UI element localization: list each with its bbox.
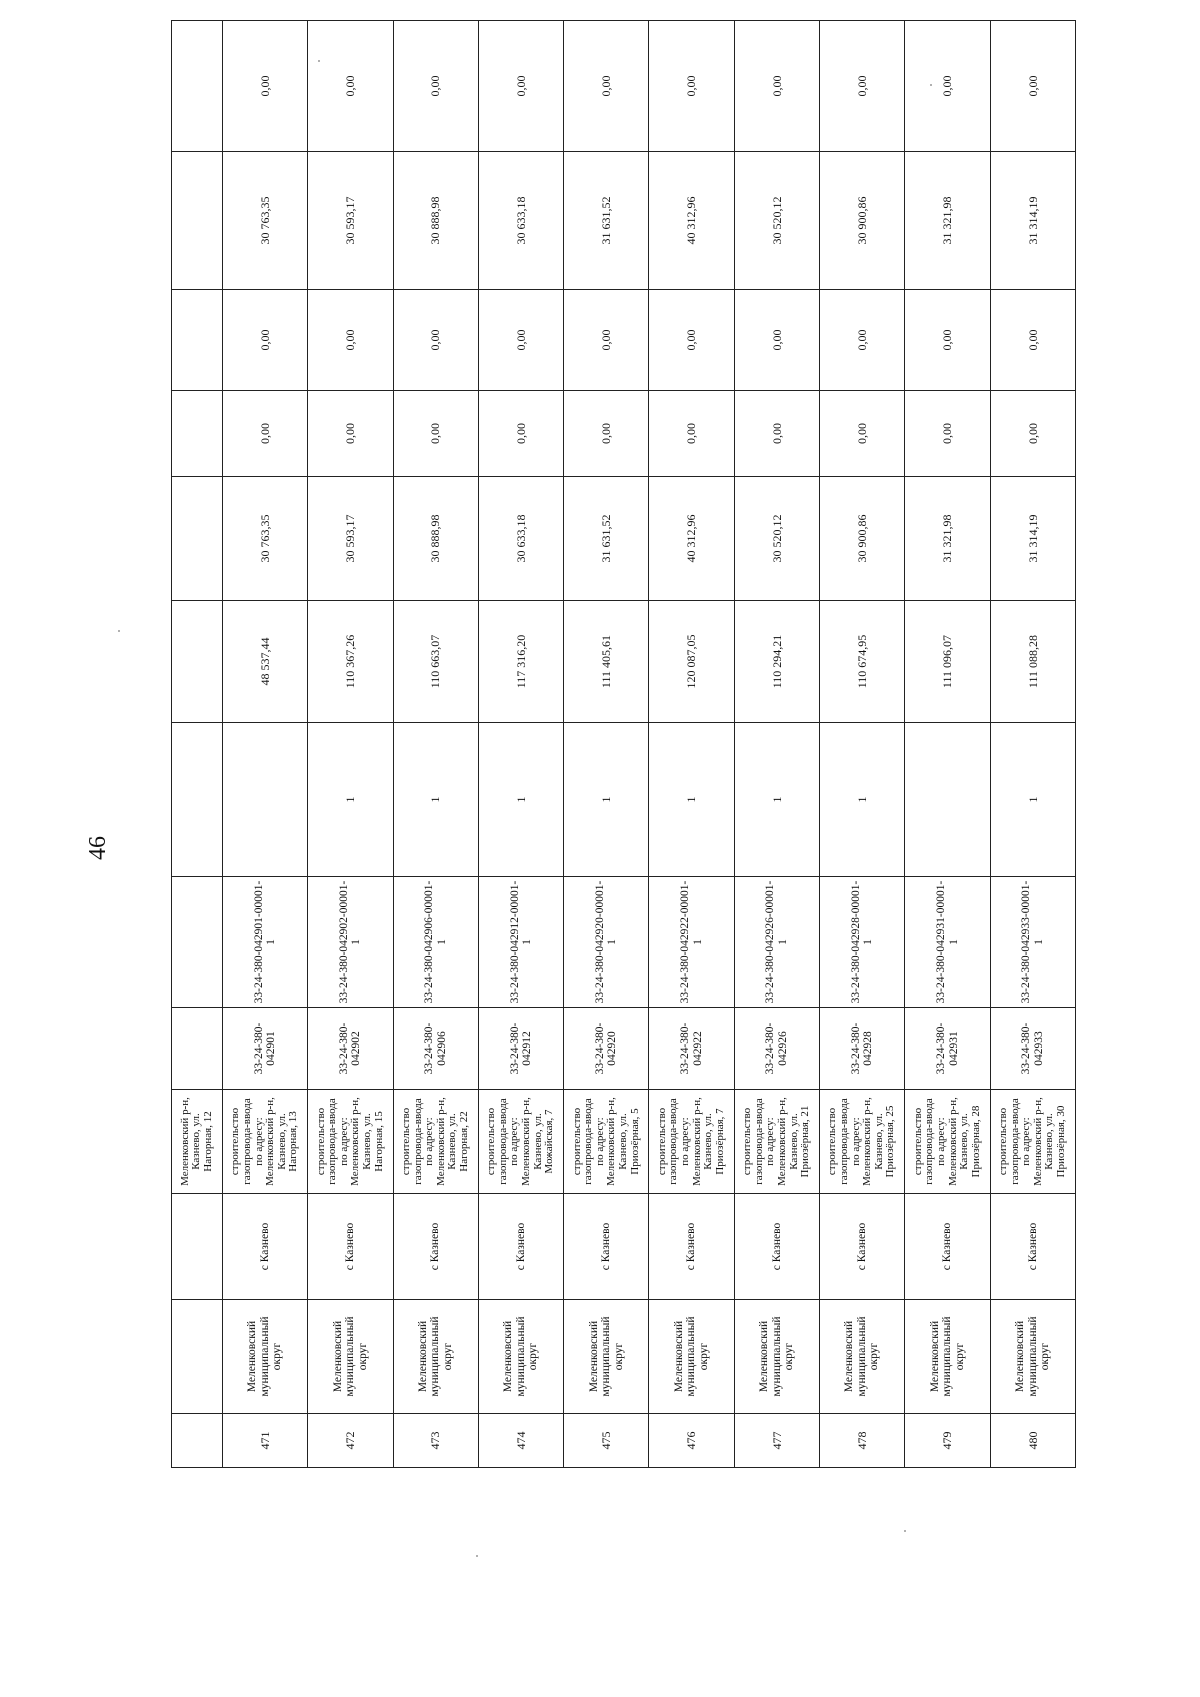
- cell-description: строительство газопровода-ввода по адресу: Меленковский р-н, Казнево, ул. Нагорная, 13: [223, 1090, 308, 1194]
- cell-row-number: 475: [564, 1414, 649, 1468]
- cell-amount-2: 31 314,19: [990, 477, 1075, 601]
- cell-locality: с Казнево: [393, 1194, 478, 1300]
- cell-object-full-code: 33-24-380-042902-00001-1: [308, 877, 393, 1008]
- cell-district: Меленковский муниципальный округ: [905, 1300, 990, 1414]
- cell-amount-2: 31 321,98: [905, 477, 990, 601]
- cell-empty: [172, 1008, 223, 1090]
- cell-amount-6: 0,00: [308, 21, 393, 152]
- cell-empty: [172, 723, 223, 877]
- cell-locality: с Казнево: [478, 1194, 563, 1300]
- table-row: [393, 21, 478, 1468]
- cell-amount-5: 31 631,52: [564, 152, 649, 290]
- cell-district: Меленковский муниципальный округ: [820, 1300, 905, 1414]
- cell-object-code: 33-24-380-042901: [223, 1008, 308, 1090]
- cell-amount-3: 0,00: [905, 391, 990, 477]
- cell-amount-3: 0,00: [478, 391, 563, 477]
- cell-amount-2: 40 312,96: [649, 477, 734, 601]
- cell-object-full-code: 33-24-380-042933-00001-1: [990, 877, 1075, 1008]
- cell-amount-5: 30 763,35: [223, 152, 308, 290]
- cell-empty: [172, 477, 223, 601]
- cell-district: Меленковский муниципальный округ: [223, 1300, 308, 1414]
- table-row: [734, 21, 819, 1468]
- cell-amount-3: 0,00: [649, 391, 734, 477]
- cell-amount-3: 0,00: [223, 391, 308, 477]
- cell-amount-6: 0,00: [734, 21, 819, 152]
- cell-object-full-code: 33-24-380-042901-00001-1: [223, 877, 308, 1008]
- cell-amount-5: 30 888,98: [393, 152, 478, 290]
- cell-object-code: 33-24-380-042926: [734, 1008, 819, 1090]
- cell-description: строительство газопровода-ввода по адресу: Меленковский р-н, Казнево, ул. Нагорная, 22: [393, 1090, 478, 1194]
- cell-amount-4: 0,00: [393, 290, 478, 391]
- cell-amount-1: 110 367,26: [308, 601, 393, 723]
- cell-amount-2: 30 900,86: [820, 477, 905, 601]
- cell-amount-2: 31 631,52: [564, 477, 649, 601]
- cell-object-code: 33-24-380-042906: [393, 1008, 478, 1090]
- cell-quantity: [905, 723, 990, 877]
- cell-row-number: 476: [649, 1414, 734, 1468]
- cell-amount-1: 110 663,07: [393, 601, 478, 723]
- cell-district: Меленковский муниципальный округ: [393, 1300, 478, 1414]
- cell-object-code: 33-24-380-042922: [649, 1008, 734, 1090]
- cell-amount-6: 0,00: [478, 21, 563, 152]
- cell-quantity: 1: [734, 723, 819, 877]
- cell-amount-1: 117 316,20: [478, 601, 563, 723]
- cell-amount-6: 0,00: [393, 21, 478, 152]
- cell-locality: с Казнево: [649, 1194, 734, 1300]
- cell-quantity: 1: [478, 723, 563, 877]
- cell-amount-6: 0,00: [564, 21, 649, 152]
- table-row: [308, 21, 393, 1468]
- cell-description: строительство газопровода-ввода по адресу: Меленковский р-н, Казнево, ул. Нагорная, 15: [308, 1090, 393, 1194]
- cell-description: строительство газопровода-ввода по адресу: Меленковский р-н, Казнево, ул. Приозёрная, 7: [649, 1090, 734, 1194]
- cell-object-full-code: 33-24-380-042922-00001-1: [649, 877, 734, 1008]
- cell-description: строительство газопровода-ввода по адресу: Меленковский р-н, Казнево, ул. Приозёрная, 30: [990, 1090, 1075, 1194]
- cell-amount-4: 0,00: [905, 290, 990, 391]
- cell-empty: [172, 601, 223, 723]
- cell-amount-5: 30 593,17: [308, 152, 393, 290]
- cell-row-number: 474: [478, 1414, 563, 1468]
- cell-description: строительство газопровода-ввода по адресу: Меленковский р-н, Казнево, ул. Приозёрная, 21: [734, 1090, 819, 1194]
- cell-description: строительство газопровода-ввода по адресу: Меленковский р-н, Казнево, ул. Приозёрная, 25: [820, 1090, 905, 1194]
- cell-amount-3: 0,00: [393, 391, 478, 477]
- table-row: [649, 21, 734, 1468]
- cell-amount-1: 110 674,95: [820, 601, 905, 723]
- cell-object-code: 33-24-380-042928: [820, 1008, 905, 1090]
- cell-amount-4: 0,00: [990, 290, 1075, 391]
- cell-amount-3: 0,00: [820, 391, 905, 477]
- scan-speck: [904, 1530, 906, 1532]
- cell-district: Меленковский муниципальный округ: [990, 1300, 1075, 1414]
- cell-locality: с Казнево: [820, 1194, 905, 1300]
- cell-amount-1: 48 537,44: [223, 601, 308, 723]
- cell-amount-2: 30 593,17: [308, 477, 393, 601]
- cell-district: Меленковский муниципальный округ: [649, 1300, 734, 1414]
- cell-description: строительство газопровода-ввода по адресу: Меленковский р-н, Казнево, ул. Приозёрная, 28: [905, 1090, 990, 1194]
- cell-locality: с Казнево: [564, 1194, 649, 1300]
- cell-row-number: 479: [905, 1414, 990, 1468]
- cell-amount-4: 0,00: [734, 290, 819, 391]
- cell-locality: с Казнево: [308, 1194, 393, 1300]
- cell-object-full-code: 33-24-380-042928-00001-1: [820, 877, 905, 1008]
- cell-locality: с Казнево: [905, 1194, 990, 1300]
- cell-row-number: 471: [223, 1414, 308, 1468]
- cell-empty: [172, 21, 223, 152]
- cell-object-code: 33-24-380-042912: [478, 1008, 563, 1090]
- cell-locality: с Казнево: [990, 1194, 1075, 1300]
- cell-amount-3: 0,00: [308, 391, 393, 477]
- cell-amount-4: 0,00: [308, 290, 393, 391]
- cell-district: Меленковский муниципальный округ: [564, 1300, 649, 1414]
- cell-district: Меленковский муниципальный округ: [308, 1300, 393, 1414]
- cell-quantity: 1: [564, 723, 649, 877]
- cell-object-full-code: 33-24-380-042912-00001-1: [478, 877, 563, 1008]
- cell-empty: [172, 877, 223, 1008]
- cell-locality: с Казнево: [223, 1194, 308, 1300]
- cell-row-number: 472: [308, 1414, 393, 1468]
- cell-amount-4: 0,00: [820, 290, 905, 391]
- cell-empty: [172, 391, 223, 477]
- cell-amount-2: 30 633,18: [478, 477, 563, 601]
- table-row: [820, 21, 905, 1468]
- scan-speck: [118, 630, 120, 632]
- cell-object-code: 33-24-380-042920: [564, 1008, 649, 1090]
- header-row: [172, 21, 223, 1468]
- cell-object-code: 33-24-380-042933: [990, 1008, 1075, 1090]
- cell-amount-5: 31 314,19: [990, 152, 1075, 290]
- cell-amount-1: 120 087,05: [649, 601, 734, 723]
- cell-district: Меленковский муниципальный округ: [478, 1300, 563, 1414]
- cell-empty: [172, 152, 223, 290]
- cell-amount-6: 0,00: [905, 21, 990, 152]
- cell-empty: [172, 290, 223, 391]
- cell-amount-5: 31 321,98: [905, 152, 990, 290]
- page-number: 46: [85, 836, 111, 860]
- table-row: [223, 21, 308, 1468]
- cell-amount-5: 30 900,86: [820, 152, 905, 290]
- cell-row-number: 477: [734, 1414, 819, 1468]
- cell-description: строительство газопровода-ввода по адресу: Меленковский р-н, Казнево, ул. Можайская, 7: [478, 1090, 563, 1194]
- cell-object-full-code: 33-24-380-042926-00001-1: [734, 877, 819, 1008]
- cell-amount-2: 30 763,35: [223, 477, 308, 601]
- cell-amount-6: 0,00: [820, 21, 905, 152]
- cell-amount-3: 0,00: [734, 391, 819, 477]
- cell-object-code: 33-24-380-042902: [308, 1008, 393, 1090]
- table-row: [564, 21, 649, 1468]
- cell-amount-6: 0,00: [990, 21, 1075, 152]
- cell-amount-4: 0,00: [649, 290, 734, 391]
- cell-amount-3: 0,00: [990, 391, 1075, 477]
- cell-description: Меленковский р-н, Казнево, ул. Нагорная, 12: [172, 1090, 223, 1194]
- cell-row-number: 473: [393, 1414, 478, 1468]
- cell-amount-1: 111 405,61: [564, 601, 649, 723]
- cell-amount-1: 111 096,07: [905, 601, 990, 723]
- cell-quantity: 1: [820, 723, 905, 877]
- cell-locality: с Казнево: [734, 1194, 819, 1300]
- cell-object-code: 33-24-380-042931: [905, 1008, 990, 1090]
- scan-speck: [476, 1555, 478, 1557]
- cell-quantity: 1: [393, 723, 478, 877]
- cell-quantity: 1: [308, 723, 393, 877]
- table-body: [172, 21, 1076, 1468]
- cell-amount-2: 30 520,12: [734, 477, 819, 601]
- cell-amount-4: 0,00: [478, 290, 563, 391]
- cell-row-number: 480: [990, 1414, 1075, 1468]
- cell-quantity: 1: [649, 723, 734, 877]
- cell-amount-3: 0,00: [564, 391, 649, 477]
- cell-amount-1: 110 294,21: [734, 601, 819, 723]
- cell-amount-5: 40 312,96: [649, 152, 734, 290]
- cell-amount-6: 0,00: [223, 21, 308, 152]
- cell-quantity: [223, 723, 308, 877]
- rotated-table-container: [171, 75, 1076, 1468]
- table-row: [478, 21, 563, 1468]
- cell-object-full-code: 33-24-380-042920-00001-1: [564, 877, 649, 1008]
- cell-amount-5: 30 633,18: [478, 152, 563, 290]
- cell-description: строительство газопровода-ввода по адресу: Меленковский р-н, Казнево, ул. Приозёрная, 5: [564, 1090, 649, 1194]
- table-row: [905, 21, 990, 1468]
- cell-amount-4: 0,00: [564, 290, 649, 391]
- cell-amount-4: 0,00: [223, 290, 308, 391]
- cell-empty: [172, 1414, 223, 1468]
- cell-row-number: 478: [820, 1414, 905, 1468]
- cell-empty: [172, 1194, 223, 1300]
- cell-district: Меленковский муниципальный округ: [734, 1300, 819, 1414]
- cell-amount-1: 111 088,28: [990, 601, 1075, 723]
- cell-quantity: 1: [990, 723, 1075, 877]
- cell-amount-2: 30 888,98: [393, 477, 478, 601]
- cell-empty: [172, 1300, 223, 1414]
- cell-object-full-code: 33-24-380-042931-00001-1: [905, 877, 990, 1008]
- gas-pipeline-register-table: [171, 20, 1076, 1468]
- cell-amount-5: 30 520,12: [734, 152, 819, 290]
- table-row: [990, 21, 1075, 1468]
- cell-object-full-code: 33-24-380-042906-00001-1: [393, 877, 478, 1008]
- cell-amount-6: 0,00: [649, 21, 734, 152]
